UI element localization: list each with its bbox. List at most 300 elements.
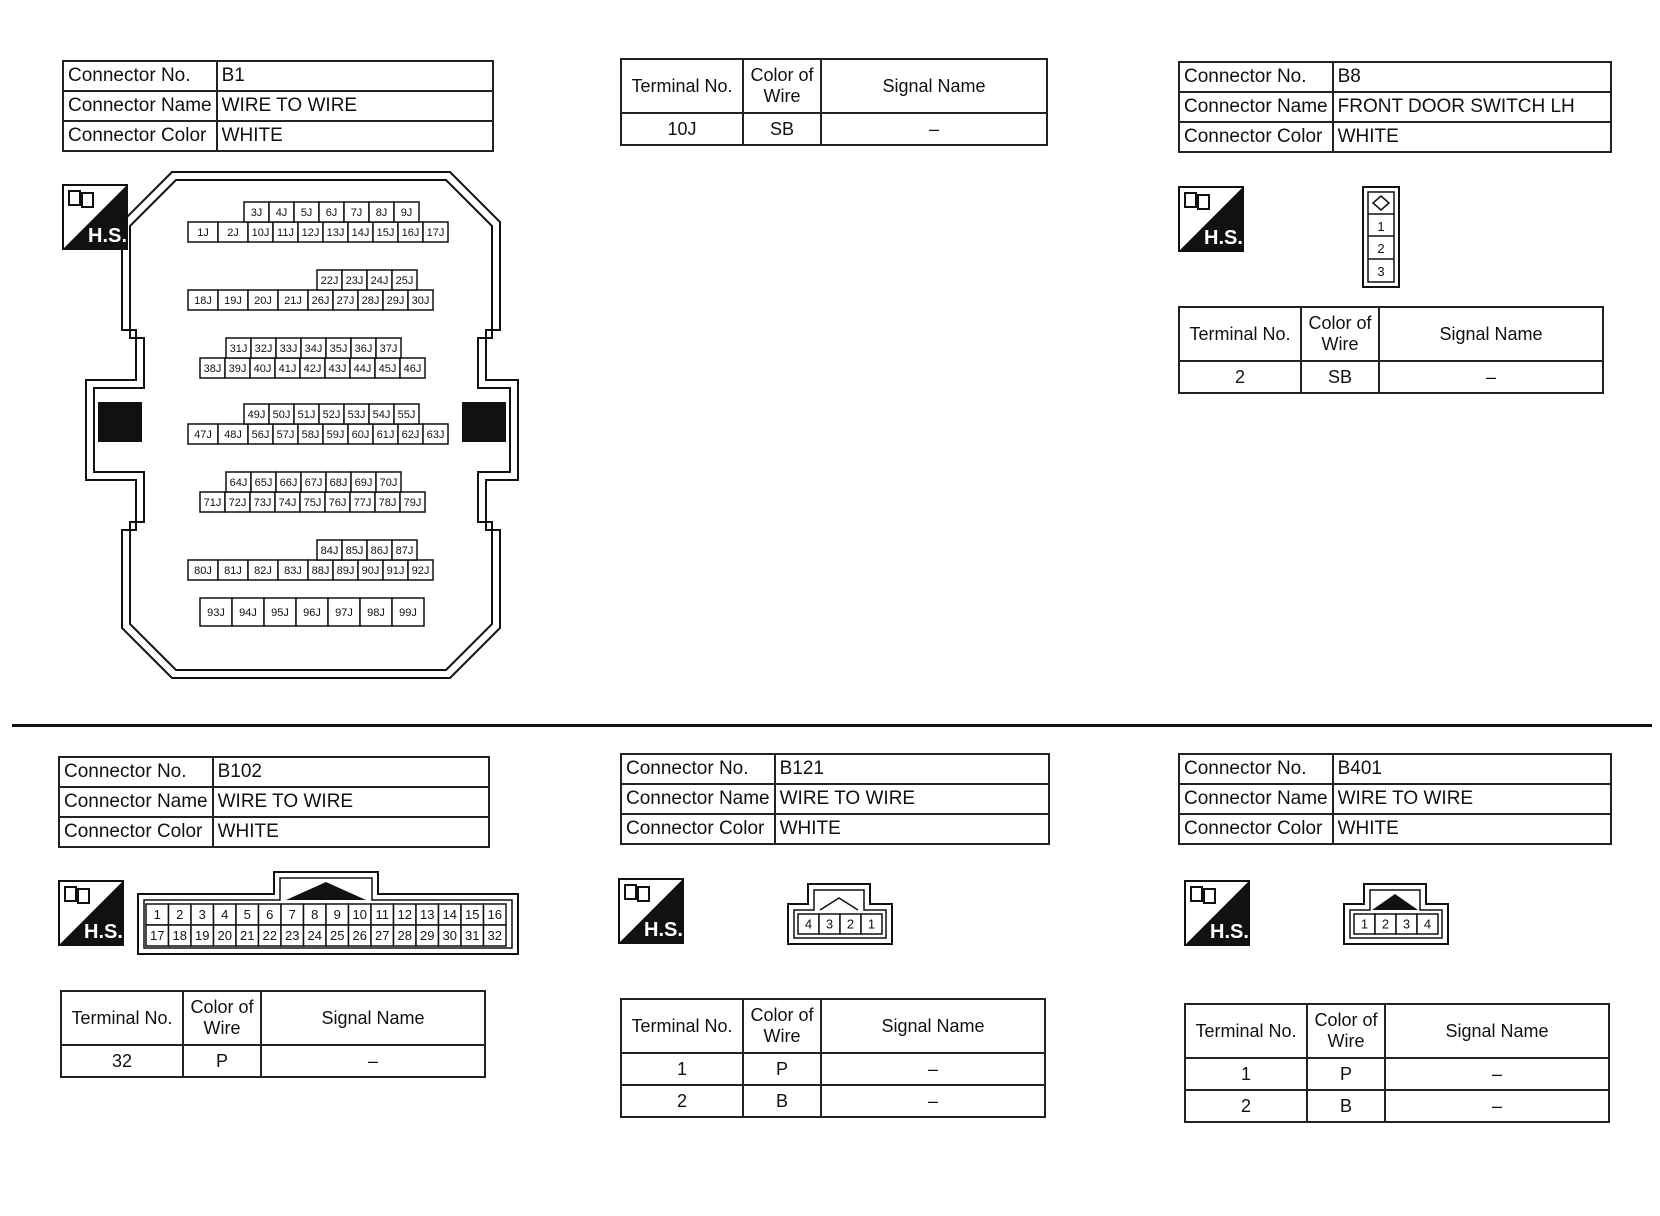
terminal-pin — [275, 492, 300, 512]
terminal-pin — [269, 202, 294, 222]
pin-label: 26 — [352, 928, 367, 944]
terminal-pin — [373, 424, 398, 444]
connector-no-value: B102 — [213, 757, 489, 787]
terminal-pin — [319, 202, 344, 222]
terminal-pin — [369, 404, 394, 424]
hs-label: H.S. — [1210, 921, 1249, 943]
pin-label: 72J — [228, 496, 247, 509]
b102-connector-face — [136, 870, 522, 956]
terminal-pin — [191, 925, 214, 946]
terminal-pin — [250, 358, 275, 378]
pin-label: 24 — [307, 928, 322, 944]
header-signal-name: Signal Name — [1385, 1004, 1609, 1058]
b1-terminal-table — [620, 58, 1048, 146]
pin-label: 26J — [311, 294, 330, 307]
terminal-pin — [351, 338, 376, 358]
pin-label: 27J — [336, 294, 355, 307]
terminal-pin — [188, 290, 218, 310]
label-connector-color: Connector Color — [1179, 122, 1333, 152]
terminal-pin — [200, 358, 225, 378]
label-connector-name: Connector Name — [59, 787, 213, 817]
header-signal-name: Signal Name — [821, 999, 1045, 1053]
terminal-pin — [861, 914, 882, 934]
signal-cell: – — [261, 1045, 485, 1077]
pin-label: 30 — [442, 928, 457, 944]
signal-cell: – — [1385, 1058, 1609, 1090]
signal-cell: – — [821, 1085, 1045, 1117]
terminal-pin — [276, 472, 301, 492]
wire-color-cell: SB — [1301, 361, 1379, 393]
label-connector-no: Connector No. — [1179, 62, 1333, 92]
signal-cell: – — [821, 1053, 1045, 1085]
connector-no-value: B1 — [217, 61, 493, 91]
pin-label: 28 — [397, 928, 412, 944]
pin-label: 8 — [311, 907, 319, 923]
pin-label: 58J — [301, 428, 320, 441]
label-connector-color: Connector Color — [63, 121, 217, 151]
terminal-pin — [1396, 914, 1417, 934]
pin-label: 31 — [465, 928, 480, 944]
terminal-cell: 32 — [61, 1045, 183, 1077]
terminal-pin — [269, 404, 294, 424]
pin-label: 27 — [375, 928, 390, 944]
terminal-pin — [248, 290, 278, 310]
terminal-pin — [300, 492, 325, 512]
pin-label: 45J — [378, 362, 397, 375]
pin-label: 1J — [197, 226, 209, 239]
terminal-pin — [248, 222, 273, 242]
pin-label: 48J — [224, 428, 242, 441]
terminal-pin — [259, 904, 282, 925]
terminal-pin — [394, 404, 419, 424]
b121-info-table — [620, 753, 1050, 845]
pin-label: 47J — [194, 428, 212, 441]
terminal-pin — [349, 904, 372, 925]
signal-cell: – — [821, 113, 1047, 145]
pin-label: 20J — [254, 294, 272, 307]
connector-name-value: FRONT DOOR SWITCH LH — [1333, 92, 1611, 122]
table-row — [621, 113, 1047, 145]
pin-label: 6J — [325, 206, 338, 219]
pin-label: 17 — [150, 928, 165, 944]
terminal-pin — [333, 560, 358, 580]
pin-label: 31J — [229, 342, 248, 355]
wire-color-cell: P — [743, 1053, 821, 1085]
table-row — [1185, 1058, 1609, 1090]
hs-label: H.S. — [1204, 227, 1243, 249]
terminal-pin — [342, 540, 367, 560]
pin-label: 38J — [203, 362, 222, 375]
pin-label: 39J — [228, 362, 247, 375]
pin-label: 12J — [301, 226, 320, 239]
terminal-pin — [250, 492, 275, 512]
terminal-pin — [367, 540, 392, 560]
pin-label: 2 — [846, 916, 855, 932]
pin-label: 13J — [326, 226, 345, 239]
pin-label: 15 — [465, 907, 480, 923]
terminal-pin — [348, 222, 373, 242]
pin-label: 53J — [347, 408, 366, 421]
terminal-pin — [218, 560, 248, 580]
terminal-pin — [398, 222, 423, 242]
signal-cell: – — [1385, 1090, 1609, 1122]
pin-label: 50J — [272, 408, 291, 421]
pin-label: 76J — [328, 496, 347, 509]
pin-label: 52J — [322, 408, 341, 421]
terminal-pin — [398, 424, 423, 444]
terminal-pin — [376, 472, 401, 492]
pin-label: 17J — [426, 226, 445, 239]
label-connector-no: Connector No. — [63, 61, 217, 91]
terminal-pin — [383, 290, 408, 310]
pin-label: 4J — [275, 206, 288, 219]
pin-label: 1 — [867, 916, 876, 932]
connector-no-value: B121 — [775, 754, 1049, 784]
terminal-pin — [281, 904, 304, 925]
b401-connector-face — [1342, 882, 1452, 946]
header-color-of-wire: Color of Wire — [743, 999, 821, 1053]
terminal-pin — [273, 222, 298, 242]
terminal-pin — [232, 598, 264, 626]
pin-label: 35J — [329, 342, 348, 355]
pin-label: 83J — [284, 564, 302, 577]
pin-label: 12 — [397, 907, 412, 923]
terminal-pin — [348, 424, 373, 444]
terminal-pin — [326, 472, 351, 492]
table-row — [621, 1085, 1045, 1117]
pin-label: 1 — [153, 907, 161, 923]
harness-side-icon — [1178, 186, 1244, 252]
pin-label: 95J — [271, 606, 289, 619]
header-terminal-no: Terminal No. — [1179, 307, 1301, 361]
pin-label: 64J — [229, 476, 248, 489]
terminal-pin — [373, 222, 398, 242]
pin-label: 62J — [401, 428, 420, 441]
pin-label: 18J — [194, 294, 212, 307]
pin-label: 86J — [370, 544, 389, 557]
terminal-pin — [218, 424, 248, 444]
b401-terminal-table — [1184, 1003, 1610, 1123]
terminal-pin — [369, 202, 394, 222]
terminal-pin — [301, 472, 326, 492]
label-connector-name: Connector Name — [1179, 784, 1333, 814]
terminal-pin — [188, 560, 218, 580]
pin-label: 90J — [361, 564, 380, 577]
terminal-pin — [333, 290, 358, 310]
terminal-pin — [819, 914, 840, 934]
pin-label: 67J — [304, 476, 323, 489]
connector-color-value: WHITE — [213, 817, 489, 847]
signal-cell: – — [1379, 361, 1603, 393]
b1-connector-face — [84, 170, 554, 680]
pin-label: 11 — [375, 907, 389, 923]
pin-label: 51J — [297, 408, 316, 421]
terminal-pin — [798, 914, 819, 934]
header-signal-name: Signal Name — [821, 59, 1047, 113]
terminal-cell: 2 — [621, 1085, 743, 1117]
terminal-cell: 2 — [1179, 361, 1301, 393]
terminal-pin — [325, 358, 350, 378]
pin-label: 10 — [352, 907, 367, 923]
terminal-pin — [225, 492, 250, 512]
connector-color-value: WHITE — [217, 121, 493, 151]
pin-label: 32J — [254, 342, 273, 355]
b121-connector-face — [786, 882, 896, 946]
pin-label: 74J — [278, 496, 297, 509]
terminal-pin — [484, 925, 507, 946]
terminal-pin — [214, 904, 237, 925]
header-signal-name: Signal Name — [261, 991, 485, 1045]
pin-label: 78J — [378, 496, 397, 509]
terminal-pin — [278, 560, 308, 580]
table-row — [61, 1045, 485, 1077]
label-connector-no: Connector No. — [1179, 754, 1333, 784]
terminal-pin — [408, 290, 433, 310]
terminal-pin — [169, 904, 192, 925]
header-terminal-no: Terminal No. — [1185, 1004, 1307, 1058]
pin-label: 2 — [1381, 916, 1390, 932]
b401-info-table — [1178, 753, 1612, 845]
harness-side-icon — [58, 880, 124, 946]
pin-label: 16 — [487, 907, 502, 923]
terminal-pin — [375, 492, 400, 512]
terminal-pin — [317, 540, 342, 560]
pin-label: 20 — [217, 928, 232, 944]
terminal-pin — [325, 492, 350, 512]
b8-info-table — [1178, 61, 1612, 153]
terminal-pin — [367, 270, 392, 290]
b102-info-table — [58, 756, 490, 848]
pin-label: 4 — [804, 916, 813, 932]
terminal-pin — [350, 358, 375, 378]
label-connector-color: Connector Color — [59, 817, 213, 847]
pin-label: 63J — [426, 428, 445, 441]
pin-label: 40J — [253, 362, 272, 375]
terminal-pin — [371, 925, 394, 946]
pin-label: 36J — [354, 342, 373, 355]
label-connector-color: Connector Color — [621, 814, 775, 844]
terminal-pin — [416, 925, 439, 946]
harness-side-icon — [1184, 880, 1250, 946]
harness-side-icon — [618, 878, 684, 944]
pin-label: 49J — [247, 408, 266, 421]
pin-label: 4 — [1423, 916, 1432, 932]
pin-label: 29 — [420, 928, 435, 944]
pin-label: 37J — [379, 342, 398, 355]
pin-label: 3 — [1402, 916, 1411, 932]
pin-label: 23 — [285, 928, 300, 944]
b8-terminal-table — [1178, 306, 1604, 394]
pin-label: 13 — [420, 907, 435, 923]
hs-label: H.S. — [644, 919, 683, 941]
terminal-pin — [169, 925, 192, 946]
pin-label: 22 — [262, 928, 277, 944]
terminal-pin — [323, 424, 348, 444]
terminal-pin — [298, 424, 323, 444]
pin-label: 82J — [254, 564, 272, 577]
pin-label: 71J — [203, 496, 222, 509]
terminal-pin — [188, 424, 218, 444]
connector-name-value: WIRE TO WIRE — [217, 91, 493, 121]
terminal-pin — [218, 290, 248, 310]
label-connector-color: Connector Color — [1179, 814, 1333, 844]
pin-label: 73J — [253, 496, 272, 509]
terminal-pin — [358, 290, 383, 310]
pin-label: 1 — [1360, 916, 1369, 932]
pin-label: 77J — [353, 496, 372, 509]
pin-label: 42J — [303, 362, 322, 375]
terminal-pin — [392, 540, 417, 560]
terminal-pin — [328, 598, 360, 626]
pin-label: 88J — [311, 564, 330, 577]
pin-label: 19J — [224, 294, 242, 307]
terminal-cell: 1 — [1185, 1058, 1307, 1090]
pin-label: 79J — [403, 496, 422, 509]
b8-connector-face — [1362, 186, 1402, 290]
connector-color-value: WHITE — [1333, 122, 1611, 152]
table-row — [1179, 361, 1603, 393]
pin-label: 5J — [300, 206, 313, 219]
terminal-cell: 10J — [621, 113, 743, 145]
terminal-pin — [236, 904, 259, 925]
terminal-pin — [392, 598, 424, 626]
terminal-pin — [278, 290, 308, 310]
pin-label: 69J — [354, 476, 373, 489]
terminal-pin — [214, 925, 237, 946]
pin-label: 44J — [353, 362, 372, 375]
pin-label: 65J — [254, 476, 273, 489]
pin-label: 97J — [335, 606, 353, 619]
pin-label: 28J — [361, 294, 380, 307]
terminal-pin — [298, 222, 323, 242]
header-terminal-no: Terminal No. — [621, 59, 743, 113]
connector-name-value: WIRE TO WIRE — [775, 784, 1049, 814]
pin-label: 87J — [395, 544, 414, 557]
pin-label: 14J — [351, 226, 370, 239]
header-color-of-wire: Color of Wire — [743, 59, 821, 113]
pin-label: 75J — [303, 496, 322, 509]
wire-color-cell: P — [1307, 1058, 1385, 1090]
pin-label: 8J — [375, 206, 388, 219]
terminal-pin — [188, 222, 218, 242]
pin-label: 5 — [243, 907, 251, 923]
pin-label: 96J — [303, 606, 321, 619]
hs-label: H.S. — [88, 225, 127, 247]
terminal-pin — [200, 492, 225, 512]
pin-label: 21J — [284, 294, 302, 307]
terminal-pin — [248, 560, 278, 580]
terminal-pin — [294, 404, 319, 424]
terminal-cell: 2 — [1185, 1090, 1307, 1122]
section-divider — [12, 724, 1652, 727]
pin-label: 7J — [350, 206, 363, 219]
pin-label: 30J — [411, 294, 430, 307]
pin-label: 2J — [227, 226, 239, 239]
terminal-pin — [394, 904, 417, 925]
connector-no-value: B401 — [1333, 754, 1611, 784]
pin-label: 10J — [251, 226, 270, 239]
pin-label: 93J — [207, 606, 225, 619]
wire-color-cell: B — [1307, 1090, 1385, 1122]
pin-label: 15J — [376, 226, 395, 239]
terminal-pin — [200, 598, 232, 626]
pin-label: 33J — [279, 342, 298, 355]
pin-label: 98J — [367, 606, 385, 619]
terminal-pin — [344, 404, 369, 424]
terminal-pin — [349, 925, 372, 946]
pin-label: 85J — [345, 544, 364, 557]
pin-label: 16J — [401, 226, 420, 239]
pin-label: 9 — [333, 907, 341, 923]
pin-label: 2 — [176, 907, 184, 923]
pin-label: 55J — [397, 408, 416, 421]
pin-label: 11J — [277, 226, 294, 239]
terminal-pin — [394, 925, 417, 946]
terminal-pin — [225, 358, 250, 378]
terminal-pin — [275, 358, 300, 378]
terminal-pin — [344, 202, 369, 222]
terminal-pin — [358, 560, 383, 580]
connector-name-value: WIRE TO WIRE — [1333, 784, 1611, 814]
pin-label: 18 — [172, 928, 187, 944]
pin-label: 21 — [240, 928, 255, 944]
pin-label: 9J — [400, 206, 413, 219]
b8-pin: 3 — [1377, 264, 1385, 279]
terminal-pin — [259, 925, 282, 946]
terminal-pin — [146, 925, 169, 946]
pin-label: 60J — [351, 428, 370, 441]
terminal-pin — [244, 404, 269, 424]
b102-terminal-table — [60, 990, 486, 1078]
terminal-pin — [439, 904, 462, 925]
terminal-pin — [300, 358, 325, 378]
pin-label: 92J — [411, 564, 430, 577]
pin-label: 66J — [279, 476, 298, 489]
terminal-pin — [342, 270, 367, 290]
header-terminal-no: Terminal No. — [621, 999, 743, 1053]
terminal-pin — [319, 404, 344, 424]
pin-label: 81J — [224, 564, 242, 577]
terminal-pin — [400, 492, 425, 512]
terminal-pin — [236, 925, 259, 946]
terminal-pin — [251, 338, 276, 358]
terminal-pin — [1417, 914, 1438, 934]
table-row — [1185, 1090, 1609, 1122]
pin-label: 24J — [370, 274, 389, 287]
pin-label: 99J — [399, 606, 417, 619]
terminal-pin — [375, 358, 400, 378]
terminal-pin — [308, 560, 333, 580]
terminal-pin — [308, 290, 333, 310]
b1-info-table — [62, 60, 494, 152]
terminal-pin — [281, 925, 304, 946]
terminal-pin — [351, 472, 376, 492]
wire-color-cell: SB — [743, 113, 821, 145]
pin-label: 56J — [251, 428, 270, 441]
wire-color-cell: B — [743, 1085, 821, 1117]
label-connector-no: Connector No. — [59, 757, 213, 787]
pin-label: 91J — [386, 564, 405, 577]
terminal-pin — [218, 222, 248, 242]
terminal-pin — [264, 598, 296, 626]
terminal-pin — [326, 925, 349, 946]
connector-name-value: WIRE TO WIRE — [213, 787, 489, 817]
terminal-pin — [273, 424, 298, 444]
pin-label: 59J — [326, 428, 345, 441]
terminal-pin — [383, 560, 408, 580]
terminal-pin — [226, 338, 251, 358]
terminal-pin — [294, 202, 319, 222]
